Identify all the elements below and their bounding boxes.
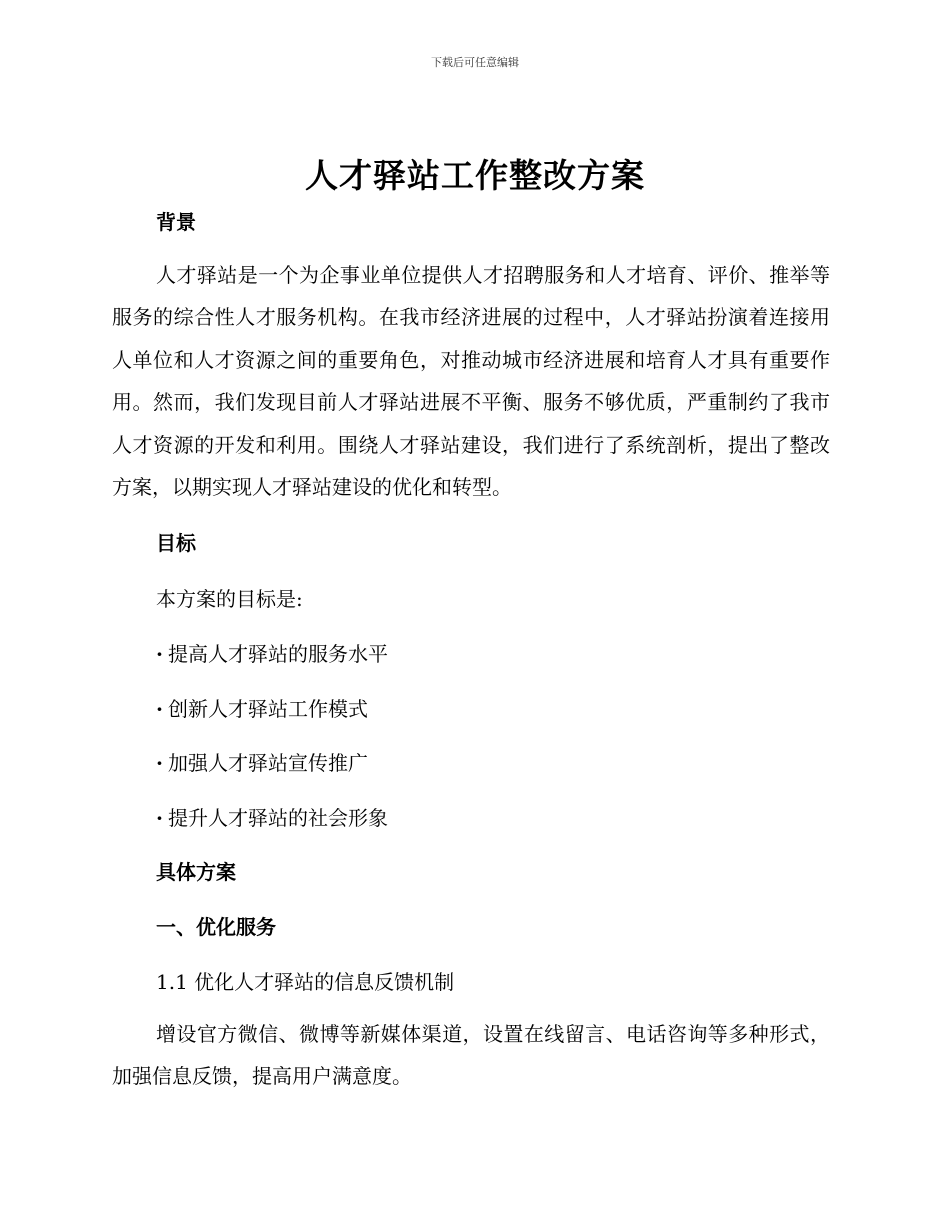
bullet-dot-icon: · [156, 697, 163, 721]
background-paragraph: 人才驿站是一个为企事业单位提供人才招聘服务和人才培育、评价、推举等服务的综合性人才服务机构。在我市经济进展的过程中，人才驿站扮演着连接用人单位和人才资源之间的重要角色，对推动城市经济进展和培育人才具有重要作用。然而，我们发现目前人才驿站进展不平衡、服务不够优质，严重制约了我市人才资源的开发和利用。围绕人才驿站建设，我们进行了系统剖析，提出了整改方案，以期实现人才驿站建设的优化和转型。 [112, 263, 830, 500]
goal-item-text: 提高人才驿站的服务水平 [168, 642, 388, 666]
goal-item-text: 提升人才驿站的社会形象 [168, 806, 388, 830]
section-heading-plan: 具体方案 [156, 860, 236, 884]
goal-item [156, 802, 388, 831]
bullet-dot-icon: · [156, 806, 163, 830]
goals-intro: 本方案的目标是: [156, 587, 303, 611]
sub-heading-optimize-service: 一、优化服务 [156, 915, 276, 939]
goal-item [156, 638, 388, 667]
bullet-dot-icon: · [156, 751, 163, 775]
feedback-paragraph: 增设官方微信、微博等新媒体渠道，设置在线留言、电话咨询等多种形式，加强信息反馈，提高用户满意度。 [112, 1022, 830, 1089]
bullet-dot-icon: · [156, 642, 163, 666]
page-header-note: 下载后可任意编辑 [431, 56, 519, 69]
section-heading-background: 背景 [156, 210, 196, 234]
goal-item [156, 693, 368, 722]
section-heading-goals: 目标 [156, 531, 196, 555]
document-title: 人才驿站工作整改方案 [305, 156, 645, 195]
goal-item-text: 加强人才驿站宣传推广 [168, 751, 368, 775]
item-title-feedback: 1.1 优化人才驿站的信息反馈机制 [156, 970, 455, 994]
goal-item [156, 747, 368, 776]
goal-item-text: 创新人才驿站工作模式 [168, 697, 368, 721]
